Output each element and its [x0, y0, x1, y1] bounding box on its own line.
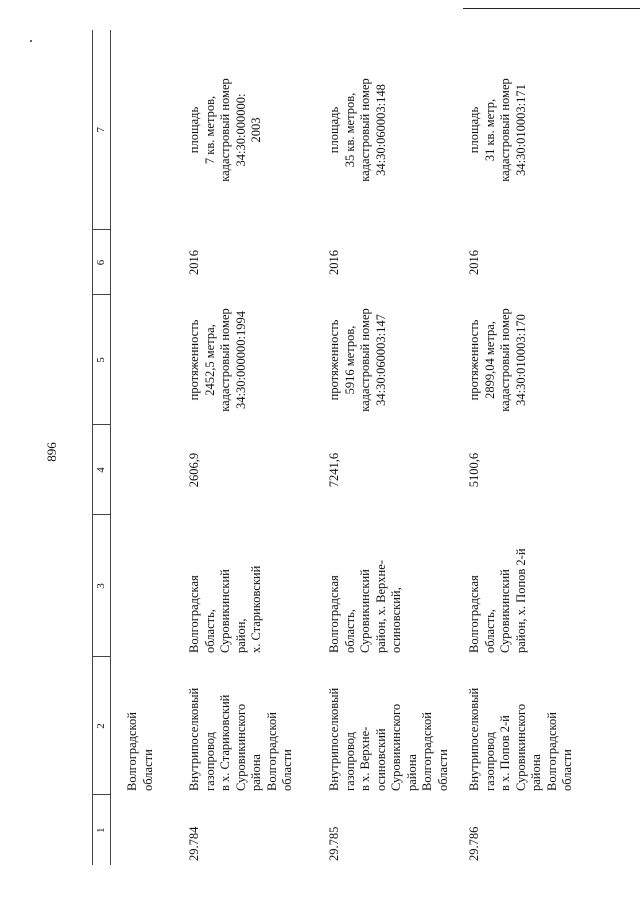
cell-num: 29.786: [467, 826, 481, 861]
cell-name: Внутрипоселковый газопровод в х. Стариковский Суровикинского района Волгоградской области: [187, 687, 294, 791]
cell-address: [111, 515, 180, 657]
table-row: [459, 30, 599, 865]
table-row: [319, 30, 459, 865]
cell-cost: [111, 425, 180, 515]
cell-address: Волгоградская область, Суровикинский район, х. Верхне- осиновский,: [327, 560, 403, 653]
cell-name: Внутрипоселковый газопровод в х. Верхне- осиновский Суровикинского района Волгоградской области: [327, 687, 450, 791]
col-header-5: 5: [93, 295, 111, 425]
cell-characteristics: протяженность 2899,04 метра, кадастровый номер 34:30:010003:170: [467, 308, 528, 412]
property-table: [92, 30, 599, 865]
cell-year: [111, 230, 180, 295]
cell-name: Внутрипоселковый газопровод в х. Попов 2-й Суровикинского района Волгоградской области: [467, 687, 574, 791]
cell-num: 29.784: [187, 826, 201, 861]
cell-num: [111, 795, 180, 865]
header-row: [93, 30, 111, 865]
corner-rule: [463, 8, 640, 9]
col-header-3: 3: [93, 515, 111, 657]
col-header-1: 1: [93, 795, 111, 865]
cell-year: 2016: [467, 250, 481, 275]
cell-year: 2016: [327, 250, 341, 275]
continuation-row: [111, 30, 180, 865]
cell-land: [111, 30, 180, 230]
cell-year: 2016: [187, 250, 201, 275]
table-row: [179, 30, 319, 865]
col-header-4: 4: [93, 425, 111, 515]
scan-speck: [30, 40, 32, 42]
cell-characteristics: протяженность 5916 метров, кадастровый номер 34:30:060003:147: [327, 308, 388, 412]
cell-address: Волгоградская область, Суровикинский район, х. Стариковский: [187, 565, 263, 653]
page-number: 896: [44, 442, 59, 462]
cell-land: площадь 31 кв. метр, кадастровый номер 34:30:010003:171: [467, 78, 528, 182]
cell-name: Волгоградской области: [125, 712, 155, 791]
cell-cost: 2606,9: [187, 452, 201, 488]
cell-characteristics: [111, 295, 180, 425]
cell-land: площадь 35 кв. метров, кадастровый номер 34:30:060003:148: [327, 78, 388, 182]
cell-cost: 7241,6: [327, 452, 341, 488]
col-header-2: 2: [93, 657, 111, 795]
cell-num: 29.785: [327, 826, 341, 861]
cell-characteristics: протяженность 2452,5 метра, кадастровый номер 34:30:000000:1994: [187, 308, 248, 412]
col-header-7: 7: [93, 30, 111, 230]
cell-address: Волгоградская область, Суровикинский район, х. Попов 2-й: [467, 548, 528, 653]
cell-cost: 5100,6: [467, 452, 481, 488]
cell-land: площадь 7 кв. метров, кадастровый номер 34:30:000000: 2003: [187, 78, 263, 182]
col-header-6: 6: [93, 230, 111, 295]
rotated-page: [92, 30, 574, 865]
